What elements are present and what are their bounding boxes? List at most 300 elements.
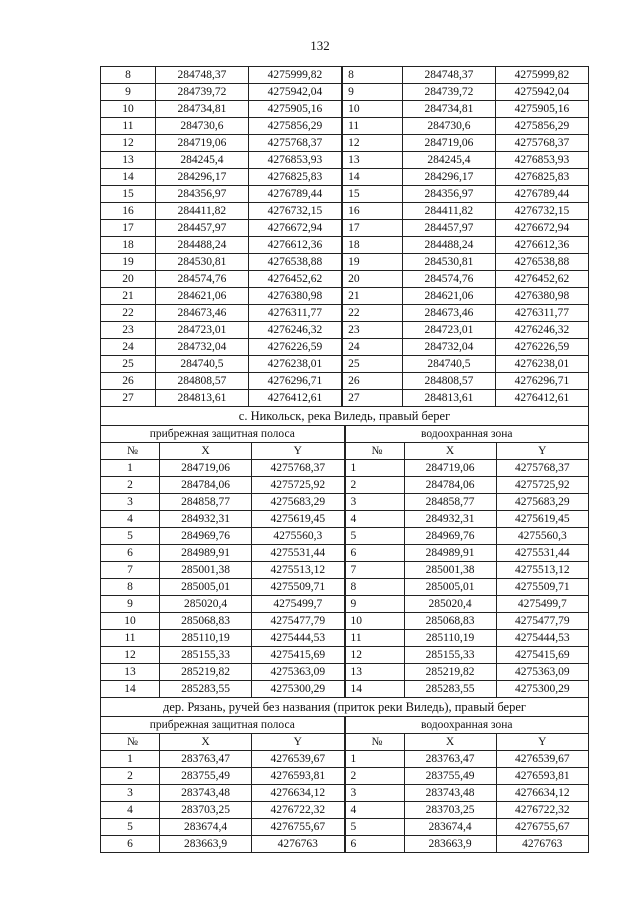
y-coordinate-cell: 4275560,3 xyxy=(496,528,588,545)
table-row xyxy=(101,135,342,152)
x-coordinate-cell: 285110,19 xyxy=(160,630,252,647)
table-row xyxy=(345,511,589,528)
y-coordinate-cell: 4275683,29 xyxy=(252,494,344,511)
table-row xyxy=(101,613,345,630)
column-header: X xyxy=(160,734,252,751)
x-coordinate-cell: 284858,77 xyxy=(160,494,252,511)
x-coordinate-cell: 284740,5 xyxy=(155,356,248,373)
point-number-cell: 9 xyxy=(343,84,403,101)
x-coordinate-cell: 283703,25 xyxy=(404,802,496,819)
y-coordinate-cell: 4276539,67 xyxy=(496,751,588,768)
table-row xyxy=(101,271,342,288)
point-number-cell: 27 xyxy=(343,390,403,407)
table-row xyxy=(345,819,589,836)
coordinates-document xyxy=(100,66,589,853)
column-header: № xyxy=(345,443,404,460)
point-number-cell: 3 xyxy=(101,785,160,802)
column-header: Y xyxy=(252,734,344,751)
x-coordinate-cell: 283755,49 xyxy=(160,768,252,785)
x-coordinate-cell: 284932,31 xyxy=(160,511,252,528)
y-coordinate-cell: 4276311,77 xyxy=(248,305,341,322)
table-row xyxy=(101,751,345,768)
y-coordinate-cell: 4275531,44 xyxy=(252,545,344,562)
table-row xyxy=(343,271,589,288)
y-coordinate-cell: 4275509,71 xyxy=(252,579,344,596)
point-number-cell: 26 xyxy=(101,373,156,390)
point-number-cell: 16 xyxy=(343,203,403,220)
x-coordinate-cell: 285005,01 xyxy=(160,579,252,596)
x-coordinate-cell: 284621,06 xyxy=(402,288,495,305)
point-number-cell: 13 xyxy=(345,664,404,681)
y-coordinate-cell: 4276789,44 xyxy=(495,186,588,203)
y-coordinate-cell: 4276755,67 xyxy=(252,819,344,836)
y-coordinate-cell: 4276763 xyxy=(496,836,588,853)
x-coordinate-cell: 285001,38 xyxy=(404,562,496,579)
column-header: № xyxy=(101,734,160,751)
table-row xyxy=(101,802,345,819)
y-coordinate-cell: 4275531,44 xyxy=(496,545,588,562)
table-row xyxy=(345,596,589,613)
x-coordinate-cell: 284457,97 xyxy=(155,220,248,237)
point-number-cell: 6 xyxy=(101,545,160,562)
table-row xyxy=(345,681,589,698)
table-header-row xyxy=(345,734,589,751)
point-number-cell: 19 xyxy=(101,254,156,271)
table-row xyxy=(343,169,589,186)
x-coordinate-cell: 283674,4 xyxy=(160,819,252,836)
x-coordinate-cell: 284245,4 xyxy=(155,152,248,169)
x-coordinate-cell: 285219,82 xyxy=(160,664,252,681)
point-number-cell: 12 xyxy=(345,647,404,664)
table-row xyxy=(343,135,589,152)
point-number-cell: 4 xyxy=(345,511,404,528)
table-row xyxy=(343,339,589,356)
point-number-cell: 10 xyxy=(343,101,403,118)
y-coordinate-cell: 4276672,94 xyxy=(248,220,341,237)
y-coordinate-cell: 4276612,36 xyxy=(248,237,341,254)
x-coordinate-cell: 283763,47 xyxy=(404,751,496,768)
table-row xyxy=(101,528,345,545)
x-coordinate-cell: 284723,01 xyxy=(402,322,495,339)
table-row xyxy=(101,562,345,579)
table-row xyxy=(345,562,589,579)
y-coordinate-cell: 4275683,29 xyxy=(496,494,588,511)
y-coordinate-cell: 4275725,92 xyxy=(252,477,344,494)
point-number-cell: 25 xyxy=(343,356,403,373)
x-coordinate-cell: 284989,91 xyxy=(404,545,496,562)
point-number-cell: 13 xyxy=(343,152,403,169)
point-number-cell: 18 xyxy=(343,237,403,254)
x-coordinate-cell: 284808,57 xyxy=(402,373,495,390)
point-number-cell: 1 xyxy=(345,751,404,768)
x-coordinate-cell: 284723,01 xyxy=(155,322,248,339)
point-number-cell: 11 xyxy=(101,118,156,135)
y-coordinate-cell: 4275300,29 xyxy=(496,681,588,698)
y-coordinate-cell: 4275363,09 xyxy=(252,664,344,681)
x-coordinate-cell: 285283,55 xyxy=(160,681,252,698)
y-coordinate-cell: 4276634,12 xyxy=(252,785,344,802)
x-coordinate-cell: 284739,72 xyxy=(402,84,495,101)
point-number-cell: 7 xyxy=(101,562,160,579)
y-coordinate-cell: 4276722,32 xyxy=(496,802,588,819)
x-coordinate-cell: 283663,9 xyxy=(160,836,252,853)
point-number-cell: 2 xyxy=(101,477,160,494)
table-row xyxy=(343,203,589,220)
y-coordinate-cell: 4276789,44 xyxy=(248,186,341,203)
table-caption: прибрежная защитная полоса xyxy=(101,426,345,443)
point-number-cell: 20 xyxy=(343,271,403,288)
point-number-cell: 23 xyxy=(101,322,156,339)
x-coordinate-cell: 283763,47 xyxy=(160,751,252,768)
point-number-cell: 25 xyxy=(101,356,156,373)
table-caption: водоохранная зона xyxy=(345,426,589,443)
table-row xyxy=(345,460,589,477)
y-coordinate-cell: 4275768,37 xyxy=(252,460,344,477)
column-header: № xyxy=(101,443,160,460)
x-coordinate-cell: 285020,4 xyxy=(404,596,496,613)
x-coordinate-cell: 285110,19 xyxy=(404,630,496,647)
point-number-cell: 4 xyxy=(101,802,160,819)
y-coordinate-cell: 4276732,15 xyxy=(495,203,588,220)
column-header: № xyxy=(345,734,404,751)
table-row xyxy=(101,460,345,477)
point-number-cell: 22 xyxy=(343,305,403,322)
table-row xyxy=(101,254,342,271)
point-number-cell: 4 xyxy=(345,802,404,819)
y-coordinate-cell: 4276296,71 xyxy=(248,373,341,390)
y-coordinate-cell: 4276853,93 xyxy=(495,152,588,169)
point-number-cell: 14 xyxy=(343,169,403,186)
table-pair xyxy=(100,716,589,853)
y-coordinate-cell: 4275856,29 xyxy=(495,118,588,135)
table-row xyxy=(101,220,342,237)
table-row xyxy=(101,664,345,681)
table-row xyxy=(343,118,589,135)
table-pair xyxy=(100,425,589,698)
point-number-cell: 14 xyxy=(101,681,160,698)
table-row xyxy=(101,237,342,254)
y-coordinate-cell: 4275942,04 xyxy=(248,84,341,101)
x-coordinate-cell: 284784,06 xyxy=(404,477,496,494)
table-row xyxy=(343,67,589,84)
y-coordinate-cell: 4275905,16 xyxy=(495,101,588,118)
y-coordinate-cell: 4275415,69 xyxy=(496,647,588,664)
point-number-cell: 6 xyxy=(345,545,404,562)
point-number-cell: 12 xyxy=(343,135,403,152)
table-row xyxy=(101,579,345,596)
table-row xyxy=(101,477,345,494)
table-header-row xyxy=(345,443,589,460)
point-number-cell: 9 xyxy=(101,596,160,613)
column-header: X xyxy=(404,734,496,751)
x-coordinate-cell: 284969,76 xyxy=(404,528,496,545)
table-row xyxy=(101,681,345,698)
column-header: X xyxy=(404,443,496,460)
x-coordinate-cell: 284732,04 xyxy=(155,339,248,356)
coastal-strip-table xyxy=(100,425,345,698)
table-row xyxy=(101,169,342,186)
table-row xyxy=(343,254,589,271)
table-row xyxy=(343,356,589,373)
y-coordinate-cell: 4276238,01 xyxy=(495,356,588,373)
y-coordinate-cell: 4275768,37 xyxy=(496,460,588,477)
x-coordinate-cell: 284932,31 xyxy=(404,511,496,528)
y-coordinate-cell: 4276380,98 xyxy=(495,288,588,305)
x-coordinate-cell: 285020,4 xyxy=(160,596,252,613)
y-coordinate-cell: 4276380,98 xyxy=(248,288,341,305)
y-coordinate-cell: 4276538,88 xyxy=(248,254,341,271)
table-row xyxy=(101,819,345,836)
x-coordinate-cell: 285005,01 xyxy=(404,579,496,596)
x-coordinate-cell: 285155,33 xyxy=(160,647,252,664)
table-row xyxy=(101,186,342,203)
point-number-cell: 19 xyxy=(343,254,403,271)
point-number-cell: 11 xyxy=(343,118,403,135)
point-number-cell: 11 xyxy=(101,630,160,647)
x-coordinate-cell: 285068,83 xyxy=(404,613,496,630)
y-coordinate-cell: 4275444,53 xyxy=(252,630,344,647)
y-coordinate-cell: 4275509,71 xyxy=(496,579,588,596)
table-row xyxy=(345,647,589,664)
y-coordinate-cell: 4275942,04 xyxy=(495,84,588,101)
table-row xyxy=(101,511,345,528)
y-coordinate-cell: 4276612,36 xyxy=(495,237,588,254)
y-coordinate-cell: 4276755,67 xyxy=(496,819,588,836)
table-row xyxy=(101,545,345,562)
table-row xyxy=(101,101,342,118)
table-row xyxy=(101,118,342,135)
point-number-cell: 20 xyxy=(101,271,156,288)
y-coordinate-cell: 4276825,83 xyxy=(495,169,588,186)
y-coordinate-cell: 4276593,81 xyxy=(252,768,344,785)
point-number-cell: 21 xyxy=(343,288,403,305)
point-number-cell: 2 xyxy=(345,477,404,494)
point-number-cell: 5 xyxy=(345,528,404,545)
table-row xyxy=(345,802,589,819)
y-coordinate-cell: 4276853,93 xyxy=(248,152,341,169)
point-number-cell: 4 xyxy=(101,511,160,528)
x-coordinate-cell: 284621,06 xyxy=(155,288,248,305)
table-row xyxy=(343,84,589,101)
y-coordinate-cell: 4276634,12 xyxy=(496,785,588,802)
point-number-cell: 8 xyxy=(345,579,404,596)
x-coordinate-cell: 284748,37 xyxy=(402,67,495,84)
y-coordinate-cell: 4276732,15 xyxy=(248,203,341,220)
x-coordinate-cell: 284734,81 xyxy=(155,101,248,118)
page-number: 132 xyxy=(310,38,330,53)
table-row xyxy=(345,477,589,494)
point-number-cell: 12 xyxy=(101,135,156,152)
y-coordinate-cell: 4275905,16 xyxy=(248,101,341,118)
point-number-cell: 15 xyxy=(343,186,403,203)
x-coordinate-cell: 285219,82 xyxy=(404,664,496,681)
y-coordinate-cell: 4276722,32 xyxy=(252,802,344,819)
table-row xyxy=(101,494,345,511)
y-coordinate-cell: 4276538,88 xyxy=(495,254,588,271)
table-row xyxy=(345,768,589,785)
section-title: с. Никольск, река Виледь, правый берег xyxy=(100,407,589,425)
x-coordinate-cell: 283743,48 xyxy=(160,785,252,802)
x-coordinate-cell: 284719,06 xyxy=(402,135,495,152)
point-number-cell: 14 xyxy=(101,169,156,186)
table-header-row xyxy=(101,734,345,751)
point-number-cell: 2 xyxy=(345,768,404,785)
x-coordinate-cell: 283743,48 xyxy=(404,785,496,802)
point-number-cell: 14 xyxy=(345,681,404,698)
point-number-cell: 5 xyxy=(345,819,404,836)
y-coordinate-cell: 4275363,09 xyxy=(496,664,588,681)
x-coordinate-cell: 284245,4 xyxy=(402,152,495,169)
x-coordinate-cell: 284813,61 xyxy=(402,390,495,407)
y-coordinate-cell: 4275725,92 xyxy=(496,477,588,494)
point-number-cell: 15 xyxy=(101,186,156,203)
point-number-cell: 10 xyxy=(101,101,156,118)
x-coordinate-cell: 284296,17 xyxy=(155,169,248,186)
x-coordinate-cell: 284740,5 xyxy=(402,356,495,373)
x-coordinate-cell: 284411,82 xyxy=(155,203,248,220)
table-row xyxy=(101,768,345,785)
y-coordinate-cell: 4276246,32 xyxy=(495,322,588,339)
x-coordinate-cell: 284719,06 xyxy=(155,135,248,152)
y-coordinate-cell: 4275444,53 xyxy=(496,630,588,647)
x-coordinate-cell: 284411,82 xyxy=(402,203,495,220)
y-coordinate-cell: 4275300,29 xyxy=(252,681,344,698)
point-number-cell: 22 xyxy=(101,305,156,322)
y-coordinate-cell: 4276246,32 xyxy=(248,322,341,339)
x-coordinate-cell: 285068,83 xyxy=(160,613,252,630)
table-row xyxy=(343,373,589,390)
table-row xyxy=(101,356,342,373)
table-row xyxy=(101,84,342,101)
coastal-strip-table xyxy=(100,716,345,853)
x-coordinate-cell: 283674,4 xyxy=(404,819,496,836)
x-coordinate-cell: 284673,46 xyxy=(402,305,495,322)
point-number-cell: 6 xyxy=(345,836,404,853)
x-coordinate-cell: 284969,76 xyxy=(160,528,252,545)
x-coordinate-cell: 284734,81 xyxy=(402,101,495,118)
y-coordinate-cell: 4275477,79 xyxy=(252,613,344,630)
y-coordinate-cell: 4276226,59 xyxy=(248,339,341,356)
x-coordinate-cell: 284488,24 xyxy=(402,237,495,254)
table-row xyxy=(343,288,589,305)
y-coordinate-cell: 4276412,61 xyxy=(495,390,588,407)
x-coordinate-cell: 284739,72 xyxy=(155,84,248,101)
point-number-cell: 8 xyxy=(101,67,156,84)
point-number-cell: 1 xyxy=(101,460,160,477)
y-coordinate-cell: 4276593,81 xyxy=(496,768,588,785)
point-number-cell: 7 xyxy=(345,562,404,579)
x-coordinate-cell: 284719,06 xyxy=(160,460,252,477)
water-protection-zone-table xyxy=(345,425,590,698)
table-row xyxy=(343,101,589,118)
y-coordinate-cell: 4276412,61 xyxy=(248,390,341,407)
y-coordinate-cell: 4275768,37 xyxy=(248,135,341,152)
point-number-cell: 13 xyxy=(101,152,156,169)
x-coordinate-cell: 284530,81 xyxy=(402,254,495,271)
y-coordinate-cell: 4276763 xyxy=(252,836,344,853)
water-protection-zone-table xyxy=(345,716,590,853)
y-coordinate-cell: 4275619,45 xyxy=(252,511,344,528)
table-row xyxy=(101,305,342,322)
x-coordinate-cell: 284356,97 xyxy=(155,186,248,203)
table-row xyxy=(345,785,589,802)
x-coordinate-cell: 284813,61 xyxy=(155,390,248,407)
y-coordinate-cell: 4276238,01 xyxy=(248,356,341,373)
point-number-cell: 8 xyxy=(343,67,403,84)
point-number-cell: 26 xyxy=(343,373,403,390)
table-row xyxy=(101,152,342,169)
y-coordinate-cell: 4275856,29 xyxy=(248,118,341,135)
table-row xyxy=(343,220,589,237)
section-title: дер. Рязань, ручей без названия (приток реки Виледь), правый берег xyxy=(100,698,589,716)
x-coordinate-cell: 284808,57 xyxy=(155,373,248,390)
x-coordinate-cell: 283663,9 xyxy=(404,836,496,853)
table-caption: водоохранная зона xyxy=(345,717,589,734)
y-coordinate-cell: 4275415,69 xyxy=(252,647,344,664)
table-row xyxy=(345,494,589,511)
y-coordinate-cell: 4276539,67 xyxy=(252,751,344,768)
y-coordinate-cell: 4275619,45 xyxy=(496,511,588,528)
x-coordinate-cell: 284732,04 xyxy=(402,339,495,356)
table-row xyxy=(345,751,589,768)
column-header: X xyxy=(160,443,252,460)
table-row xyxy=(101,785,345,802)
table-row xyxy=(343,186,589,203)
y-coordinate-cell: 4275999,82 xyxy=(248,67,341,84)
column-header: Y xyxy=(496,443,588,460)
y-coordinate-cell: 4275513,12 xyxy=(252,562,344,579)
point-number-cell: 3 xyxy=(345,785,404,802)
x-coordinate-cell: 284858,77 xyxy=(404,494,496,511)
table-row xyxy=(101,322,342,339)
table-row xyxy=(343,305,589,322)
table-row xyxy=(101,596,345,613)
point-number-cell: 5 xyxy=(101,528,160,545)
point-number-cell: 12 xyxy=(101,647,160,664)
x-coordinate-cell: 284730,6 xyxy=(402,118,495,135)
table-row xyxy=(345,613,589,630)
point-number-cell: 3 xyxy=(345,494,404,511)
x-coordinate-cell: 284784,06 xyxy=(160,477,252,494)
y-coordinate-cell: 4276226,59 xyxy=(495,339,588,356)
x-coordinate-cell: 283755,49 xyxy=(404,768,496,785)
y-coordinate-cell: 4275513,12 xyxy=(496,562,588,579)
table-row xyxy=(101,836,345,853)
point-number-cell: 13 xyxy=(101,664,160,681)
y-coordinate-cell: 4275768,37 xyxy=(495,135,588,152)
point-number-cell: 16 xyxy=(101,203,156,220)
water-protection-zone-table xyxy=(342,66,589,407)
table-caption: прибрежная защитная полоса xyxy=(101,717,345,734)
point-number-cell: 23 xyxy=(343,322,403,339)
point-number-cell: 1 xyxy=(345,460,404,477)
table-row xyxy=(345,836,589,853)
table-row xyxy=(343,237,589,254)
x-coordinate-cell: 284457,97 xyxy=(402,220,495,237)
point-number-cell: 10 xyxy=(345,613,404,630)
table-row xyxy=(101,630,345,647)
y-coordinate-cell: 4276452,62 xyxy=(495,271,588,288)
point-number-cell: 17 xyxy=(101,220,156,237)
x-coordinate-cell: 284719,06 xyxy=(404,460,496,477)
x-coordinate-cell: 284574,76 xyxy=(402,271,495,288)
table-row xyxy=(101,390,342,407)
table-row xyxy=(101,647,345,664)
y-coordinate-cell: 4276672,94 xyxy=(495,220,588,237)
point-number-cell: 9 xyxy=(101,84,156,101)
y-coordinate-cell: 4276452,62 xyxy=(248,271,341,288)
table-row xyxy=(345,545,589,562)
